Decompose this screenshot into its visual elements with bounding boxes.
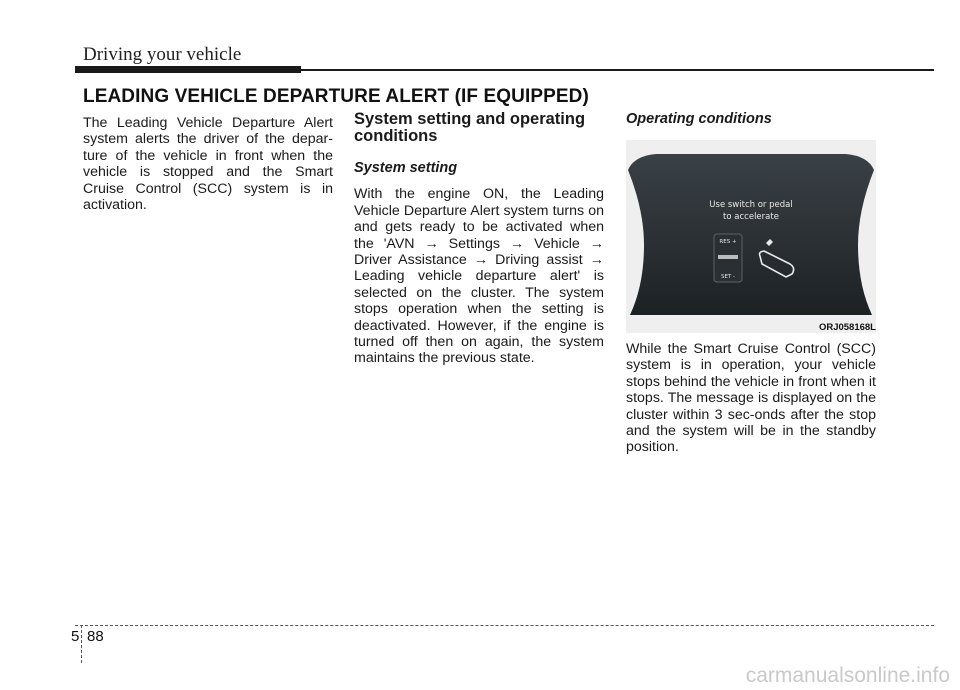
switch-bar-icon xyxy=(718,255,738,259)
system-setting-heading: System setting and operating conditions xyxy=(354,110,586,145)
cluster-screen xyxy=(628,154,874,315)
cluster-display-illustration xyxy=(626,140,876,333)
footer-tick xyxy=(81,625,82,663)
column-1 xyxy=(83,115,333,213)
system-setting-subheading: System setting xyxy=(354,160,458,176)
section-title: LEADING VEHICLE DEPARTURE ALERT (IF EQUIPPED) xyxy=(83,86,589,107)
column-3 xyxy=(626,341,876,456)
res-label: RES + xyxy=(719,239,737,245)
page-section-number: 5 xyxy=(71,628,80,645)
operating-conditions-subheading: Operating conditions xyxy=(626,111,772,127)
system-setting-paragraph: With the engine ON, the Leading Vehicle Departure Alert system turns on and gets ready to be activated when the 'AVN → Settings → Vehicle → Driver Assistance → Driving assist → Leading vehicle departure alert' is selected on the cluster. The system stops operation when the setting is deactivated. However, if the engine is turned off then on again, the system maintains the previous state. xyxy=(354,186,604,367)
page-number: 88 xyxy=(87,628,104,645)
cluster-message-line2: to accelerate xyxy=(723,212,779,222)
cluster-message-line1: Use switch or pedal xyxy=(709,200,793,210)
set-label: SET - xyxy=(720,274,736,280)
operating-conditions-paragraph: While the Smart Cruise Control (SCC) system is in operation, your vehicle stops behind the vehicle in front when it stops. The message is displayed on the cluster within 3 sec-onds after the stop and the system will be in the standby position. xyxy=(626,341,876,456)
intro-paragraph: The Leading Vehicle Departure Alert system alerts the driver of the depar-ture of the vehicle in front when the vehicle is stopped and the Smart Cruise Control (SCC) system is in activation. xyxy=(83,115,333,214)
footer-rule xyxy=(75,625,934,626)
column-2 xyxy=(354,111,604,367)
cluster-figure xyxy=(626,140,876,333)
header-rule xyxy=(300,69,934,71)
running-header: Driving your vehicle xyxy=(83,44,242,65)
watermark: carmanualsonline.info xyxy=(745,664,950,687)
figure-code: ORJ058168L xyxy=(818,322,876,333)
column-3-heading-wrap xyxy=(626,111,876,137)
header-bar xyxy=(75,66,301,73)
